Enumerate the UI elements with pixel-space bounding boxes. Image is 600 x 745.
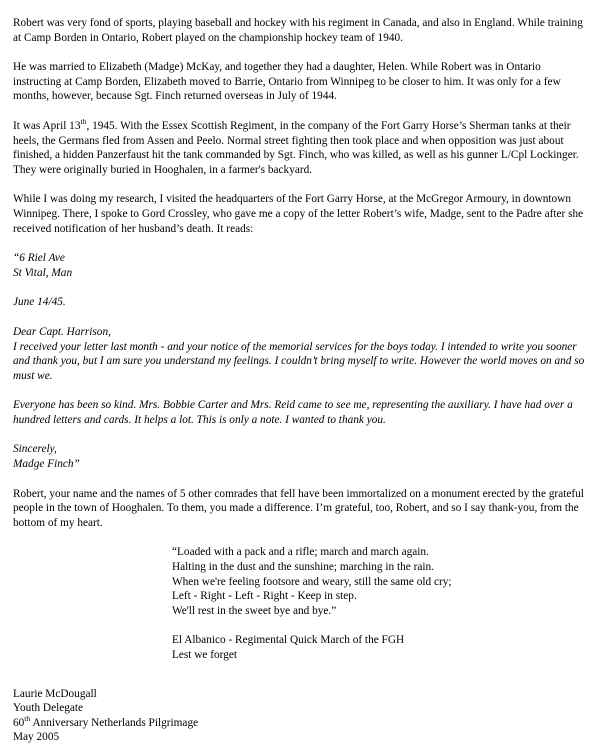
paragraph-marriage: He was married to Elizabeth (Madge) McKay, and together they had a daughter, Helen. While Robert was in Ontario instructing at Camp Borden, Elizabeth moved to Barrie, Ontario from Winnipeg to be closer to him. It was only for a few months, however, because Sgt. Finch returned overseas in July of 1944. (13, 61, 561, 103)
author-event-ordinal-superscript: th (24, 714, 31, 724)
author-date: May 2005 (13, 731, 60, 744)
letter-date: June 14/45. (13, 296, 66, 309)
author-role: Youth Delegate (13, 702, 84, 715)
verse-attribution-lest-we-forget: Lest we forget (172, 649, 238, 661)
letter-opening-block (13, 325, 586, 383)
author-event-name: Anniversary Netherlands Pilgrimage (30, 716, 199, 729)
author-signature-block (13, 687, 586, 745)
letter-salutation: Dear Capt. Harrison, (13, 325, 111, 338)
verse-attribution-march: El Albanico - Regimental Quick March of the FGH (172, 634, 405, 647)
signature-spacer (13, 663, 586, 687)
paragraph-monument: Robert, your name and the names of 5 other comrades that fell have been immortalized on a monument erected by the grateful people in the town of Hooghalen. To them, you made a difference. I’m grateful, too, Robert, and so I say thank-you, from the bottom of my heart. (13, 487, 584, 529)
verse-block (13, 545, 586, 618)
verse-line-1: “Loaded with a pack and a rifle; march and march again. (172, 546, 429, 559)
paragraph-battle (13, 119, 586, 177)
letter-closing: Sincerely, (13, 443, 57, 456)
letter-address-line-2: St Vital, Man (13, 266, 73, 279)
paragraph-sports: Robert was very fond of sports, playing baseball and hockey with his regiment in Canada, and also in England. While training at Camp Borden in Ontario, Robert played on the championship hockey team of 1940. (13, 17, 583, 44)
letter-date-block (13, 295, 586, 310)
author-name: Laurie McDougall (13, 687, 97, 700)
letter-paragraph-2: Everyone has been so kind. Mrs. Bobbie Carter and Mrs. Reid came to see me, representing the auxiliary. I have had over a hundred letters and cards. It helps a lot. This is only a note. I wanted to thank you. (13, 399, 573, 426)
battle-text-before-superscript: It was April 13 (13, 119, 81, 132)
letter-address-line-1: “6 Riel Ave (13, 252, 65, 265)
author-event (13, 716, 586, 731)
verse-line-3: When we're feeling footsore and weary, still the same old cry; (172, 575, 452, 588)
ordinal-suffix-superscript: th (80, 117, 87, 127)
verse-line-4: Left - Right - Left - Right - Keep in step. (172, 590, 357, 603)
author-event-number: 60 (13, 716, 25, 729)
verse-line-5: We'll rest in the sweet bye and bye.” (172, 604, 337, 617)
letter-address-block (13, 251, 586, 280)
verse-line-2: Halting in the dust and the sunshine; marching in the rain. (172, 561, 434, 574)
letter-paragraph-1: I received your letter last month - and your notice of the memorial services for the boys today. I intended to write you sooner and thank you, but I am sure you understand my feelings. I couldn’t bring myself to write. However the world moves on and so must we. (13, 340, 585, 382)
letter-paragraph-2-block (13, 398, 586, 427)
letter-signature: Madge Finch” (13, 458, 80, 471)
paragraph-research: While I was doing my research, I visited the headquarters of the Fort Garry Horse, at the McGregor Armoury, in downtown Winnipeg. There, I spoke to Gord Crossley, who gave me a copy of the letter Robert’s wife, Madge, sent to the Padre after she received notification of her husband’s death. It reads: (13, 193, 584, 235)
letter-signature-block (13, 442, 586, 471)
verse-attribution-block (13, 633, 586, 662)
battle-text-after-superscript: , 1945. With the Essex Scottish Regiment, in the company of the Fort Garry Horse’s Sherman tanks at their heels, the Germans fled from Assen and Peelo. Normal street fighting then took place and when opposition was just about finished, a hidden Panzerfaust hit the tank commanded by Sgt. Finch, who was killed, as well as his gunner L/Cpl Lockinger. They were originally buried in Hooghalen, in a farmer's backyard. (13, 119, 579, 176)
